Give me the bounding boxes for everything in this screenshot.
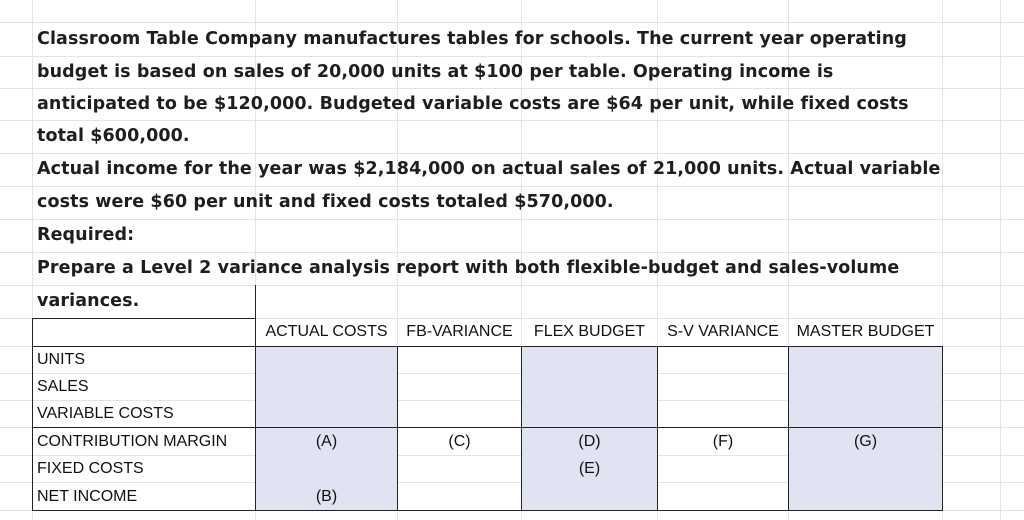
marker-d[interactable]: (D) xyxy=(578,433,601,450)
problem-line: Actual income for the year was $2,184,000 on actual sales of 21,000 units. Actual variable xyxy=(37,159,941,179)
problem-line: Classroom Table Company manufactures tables for schools. The current year operating xyxy=(37,29,907,49)
row-label-sales: SALES xyxy=(37,378,89,395)
required-heading: Required: xyxy=(37,225,135,245)
problem-line: total $600,000. xyxy=(37,126,190,146)
gridline xyxy=(1000,0,1001,520)
table-border xyxy=(397,346,398,511)
table-border xyxy=(32,346,943,347)
problem-line: anticipated to be $120,000. Budgeted variable costs are $64 per unit, while fixed costs xyxy=(37,94,909,114)
table-border xyxy=(657,346,658,511)
problem-line: costs were $60 per unit and fixed costs totaled $570,000. xyxy=(37,192,614,212)
problem-line: variances. xyxy=(37,291,140,311)
table-border xyxy=(788,346,789,511)
marker-a[interactable]: (A) xyxy=(315,433,338,450)
actual-column-shade xyxy=(256,346,397,427)
marker-g[interactable]: (G) xyxy=(853,433,878,450)
problem-line: budget is based on sales of 20,000 units at $100 per table. Operating income is xyxy=(37,62,834,82)
column-header-fb-variance: FB-VARIANCE xyxy=(406,323,513,340)
master-column-shade xyxy=(789,346,942,427)
column-header-master-budget: MASTER BUDGET xyxy=(796,323,935,340)
column-header-flex-budget: FLEX BUDGET xyxy=(533,323,646,340)
problem-line: Prepare a Level 2 variance analysis report with both flexible-budget and sales-volume xyxy=(37,258,900,278)
column-header-actual-costs: ACTUAL COSTS xyxy=(265,323,388,340)
gridline xyxy=(0,285,1024,286)
column-header-sv-variance: S-V VARIANCE xyxy=(667,323,779,340)
marker-c[interactable]: (C) xyxy=(448,433,471,450)
row-label-variable-costs: VARIABLE COSTS xyxy=(37,405,174,422)
marker-f[interactable]: (F) xyxy=(712,433,734,450)
row-label-contribution-margin: CONTRIBUTION MARGIN xyxy=(37,433,228,450)
table-border xyxy=(32,318,256,319)
table-border xyxy=(32,427,943,428)
marker-b[interactable]: (B) xyxy=(315,488,338,505)
marker-e[interactable]: (E) xyxy=(578,460,601,477)
flex-column-shade xyxy=(522,346,657,427)
gridline xyxy=(0,219,1024,220)
table-border xyxy=(942,346,943,511)
table-border xyxy=(521,346,522,511)
row-label-units: UNITS xyxy=(37,351,85,368)
row-label-fixed-costs: FIXED COSTS xyxy=(37,460,144,477)
row-label-net-income: NET INCOME xyxy=(37,488,138,505)
table-border xyxy=(32,510,943,511)
